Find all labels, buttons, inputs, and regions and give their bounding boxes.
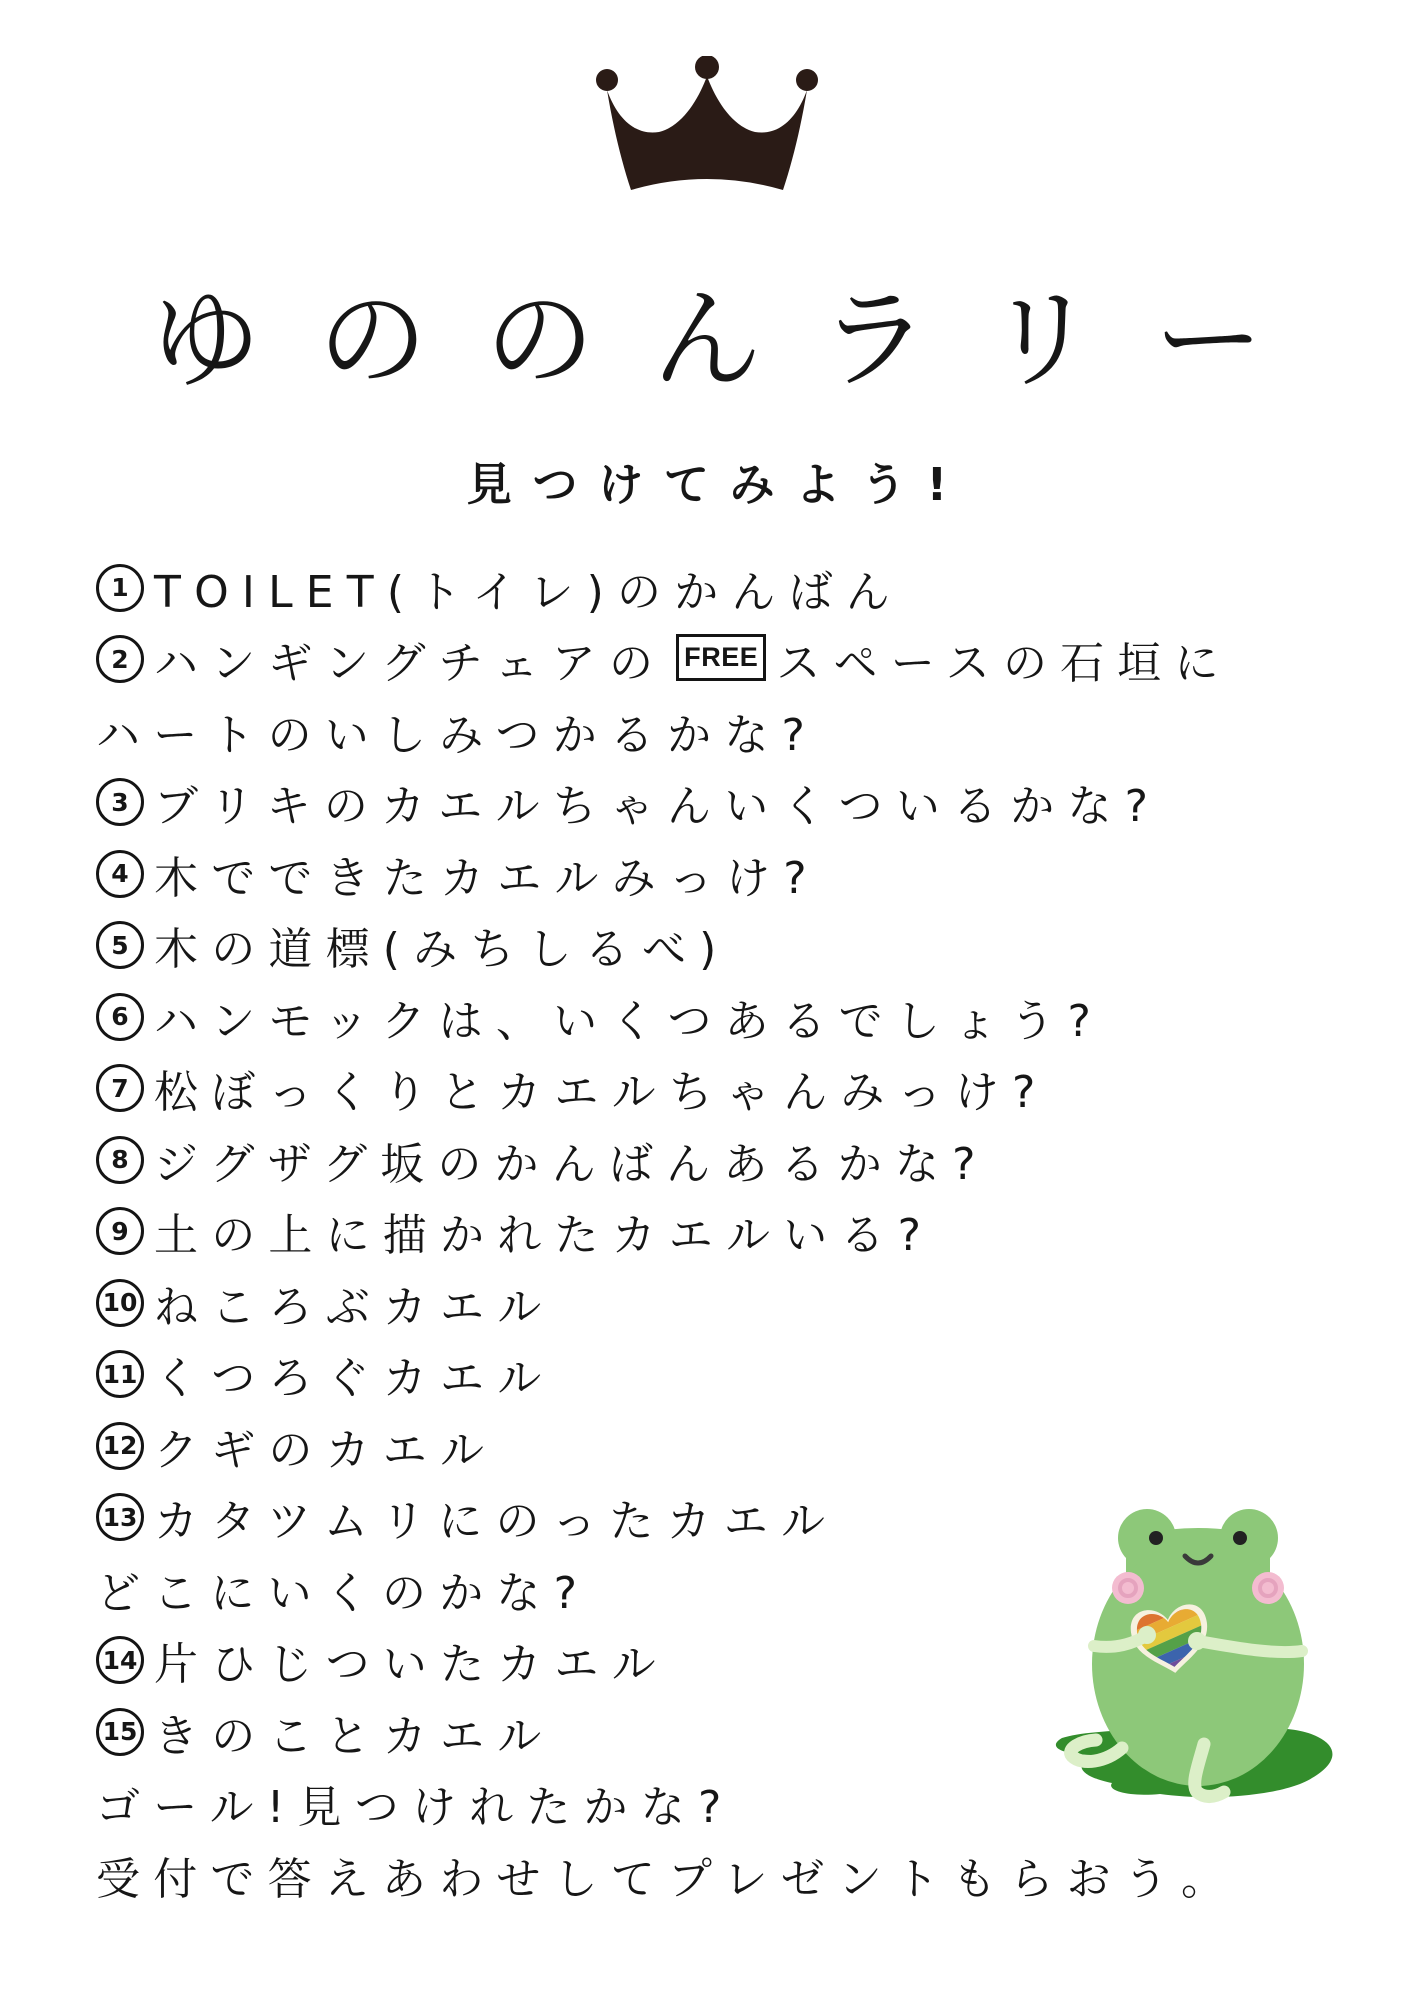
frog-eye — [1233, 1531, 1247, 1545]
list-line — [96, 767, 1394, 839]
item-text: ブリキのカエルちゃんいくついるかな? — [154, 781, 1162, 833]
frog-mascot-illustration — [1048, 1494, 1348, 1809]
list-line — [96, 695, 1394, 767]
item-number-circle: 8 — [96, 1136, 144, 1184]
page-title: ゆののんラリー — [150, 276, 1321, 404]
item-text: 松ぼっくりとカエルちゃんみっけ? — [154, 1067, 1049, 1119]
list-line — [96, 1839, 1394, 1911]
frog-eye — [1149, 1531, 1163, 1545]
list-line — [96, 1053, 1394, 1125]
item-number-circle: 9 — [96, 1207, 144, 1255]
item-number-circle: 2 — [96, 635, 144, 683]
item-text: ねころぶカエル — [154, 1281, 555, 1333]
item-text: くつろぐカエル — [154, 1353, 555, 1405]
page-subtitle: 見つけてみよう! — [466, 458, 968, 511]
list-line — [96, 1410, 1394, 1482]
item-text: 受付で答えあわせしてプレゼントもらおう。 — [96, 1853, 1239, 1905]
item-number-circle: 6 — [96, 993, 144, 1041]
list-line — [96, 624, 1394, 696]
item-text: ハートのいしみつかるかな? — [96, 709, 819, 761]
list-line — [96, 1267, 1394, 1339]
item-number-circle: 3 — [96, 778, 144, 826]
item-text: スペースの石垣に — [776, 638, 1232, 690]
item-number-circle: 5 — [96, 921, 144, 969]
item-text: クギのカエル — [154, 1424, 498, 1476]
list-line — [96, 1339, 1394, 1411]
list-line — [96, 1124, 1394, 1196]
item-number-circle: 10 — [96, 1279, 144, 1327]
crown-icon — [585, 56, 830, 206]
item-number-circle: 11 — [96, 1350, 144, 1398]
list-line — [96, 552, 1394, 624]
item-text: きのことカエル — [154, 1710, 555, 1762]
item-text: どこにいくのかな? — [96, 1567, 591, 1619]
item-number-circle: 1 — [96, 564, 144, 612]
item-text: カタツムリにのったカエル — [154, 1496, 839, 1548]
list-line — [96, 838, 1394, 910]
item-text: ハンギングチェアの — [154, 638, 667, 690]
item-text: ハンモックは、いくつあるでしょう? — [154, 995, 1104, 1047]
list-line — [96, 910, 1394, 982]
item-number-circle: 12 — [96, 1422, 144, 1470]
item-text: TOILET(トイレ)のかんばん — [154, 566, 904, 618]
item-number-circle: 15 — [96, 1708, 144, 1756]
free-badge: FREE — [676, 634, 766, 681]
item-text: 木の道標(みちしるべ) — [154, 924, 730, 976]
item-number-circle: 4 — [96, 850, 144, 898]
item-number-circle: 13 — [96, 1493, 144, 1541]
item-number-circle: 7 — [96, 1064, 144, 1112]
item-text: 土の上に描かれたカエルいる? — [154, 1210, 935, 1262]
item-text: ゴール!見つけれたかな? — [96, 1782, 735, 1834]
list-line — [96, 981, 1394, 1053]
item-number-circle: 14 — [96, 1636, 144, 1684]
item-text: 片ひじついたカエル — [154, 1639, 669, 1691]
list-line — [96, 1196, 1394, 1268]
item-text: 木でできたカエルみっけ? — [154, 852, 820, 904]
item-text: ジグザグ坂のかんばんあるかな? — [154, 1138, 989, 1190]
